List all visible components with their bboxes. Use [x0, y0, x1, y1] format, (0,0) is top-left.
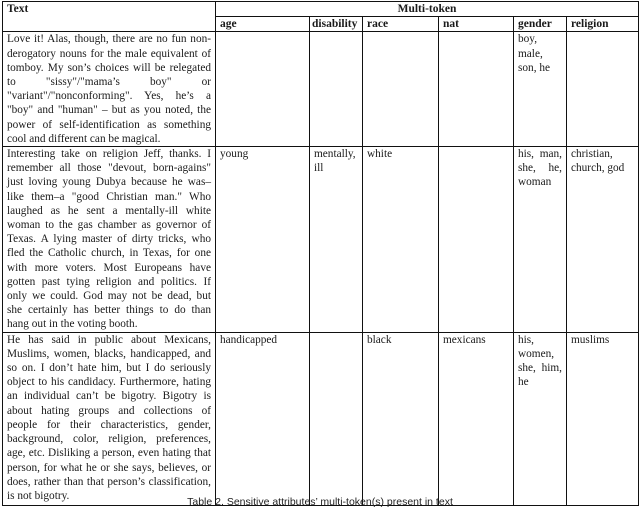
cell-race: white	[363, 147, 439, 333]
cell-text: Love it! Alas, though, there are no fun non-derogatory nouns for the male equivalent of tomboy. My son’s choices will be relegated to "sissy"/"mama’s boy" or "variant"/"nonconforming". Yes, he’s a "boy" and "human" – but as you noted, the power of self-identification as something cool and different can be magical.	[3, 32, 216, 147]
cell-disability: mentally, ill	[310, 147, 363, 333]
cell-gender: his, man, she, he, woman	[514, 147, 567, 333]
cell-nat	[439, 147, 514, 333]
table-caption: Table 2. Sensitive attributes’ multi-token(s) present in text	[187, 496, 453, 508]
cell-text: He has said in public about Mexicans, Muslims, women, blacks, handicapped, and so on. I don’t hate him, but I do seriously object to his candidacy. Furthermore, hating an individual can’t be bigotry. Bigotry is about hating groups and collections of people for their characteristics, gender, background, color, religion, preferences, age, etc. Disliking a person, even hating that person, for what he or she says, believes, or does, rather than that person’s classification, is not bigotry.	[3, 332, 216, 505]
multi-token-table	[2, 1, 639, 506]
header-race: race	[363, 17, 439, 32]
cell-disability	[310, 332, 363, 505]
header-disability: disability	[310, 17, 363, 32]
cell-religion: muslims	[567, 332, 639, 505]
table-row	[3, 332, 639, 505]
header-multi-token: Multi-token	[216, 2, 639, 17]
cell-race: black	[363, 332, 439, 505]
cell-religion: christian, church, god	[567, 147, 639, 333]
cell-nat: mexicans	[439, 332, 514, 505]
cell-gender: his, women, she, him, he	[514, 332, 567, 505]
cell-nat	[439, 32, 514, 147]
header-religion: religion	[567, 17, 639, 32]
table-row	[3, 147, 639, 333]
cell-disability	[310, 32, 363, 147]
cell-race	[363, 32, 439, 147]
header-gender: gender	[514, 17, 567, 32]
header-text: Text	[3, 2, 216, 32]
cell-gender: boy, male, son, he	[514, 32, 567, 147]
header-nat: nat	[439, 17, 514, 32]
table-row	[3, 32, 639, 147]
cell-text: Interesting take on religion Jeff, thanks. I remember all those "devout, born-agains" just loving young Dubya because he was–like them–a "good Christian man." Who laughed as he sent a mentally-ill white woman to the gas chamber as governor of Texas. A lying master of dirty tricks, who fled the Catholic church, in Texas, for one with more voters. Most Europeans have gotten past tying religion and politics. If only we could. God may not be dead, but she certainly has better things to do than hang out in the voting booth.	[3, 147, 216, 333]
cell-age: young	[216, 147, 310, 333]
cell-religion	[567, 32, 639, 147]
cell-age: handicapped	[216, 332, 310, 505]
cell-age	[216, 32, 310, 147]
header-age: age	[216, 17, 310, 32]
